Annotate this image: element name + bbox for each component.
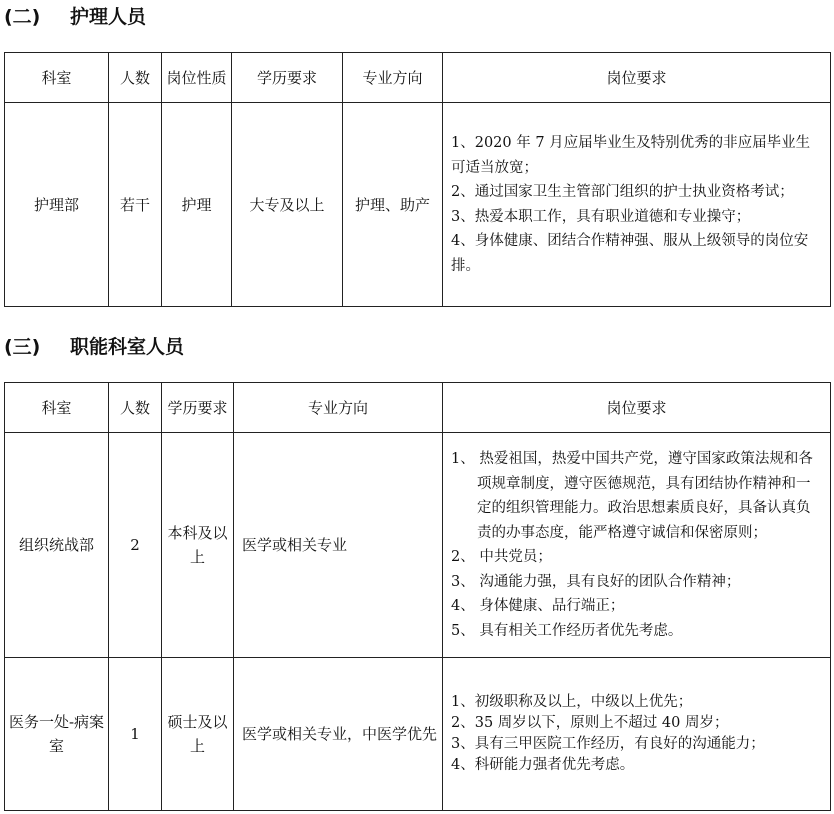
major-cell: 护理、助产 [343,103,443,307]
header-requirements: 岗位要求 [443,383,831,433]
section-3-number: (三) [4,336,41,358]
requirement-item: 4、科研能力强者优先考虑。 [451,757,635,773]
count-cell: 1 [109,658,162,811]
requirement-item: 4、 身体健康、品行端正； [451,598,625,614]
department-cell: 组织统战部 [5,433,109,658]
header-major: 专业方向 [234,383,443,433]
functional-staff-table [4,382,831,811]
requirement-item: 1、 热爱祖国，热爱中国共产党，遵守国家政策法规和各项规章制度，遵守医德规范，具有团结协作精神和一定的组织管理能力。政治思想素质良好，具备认真负责的办事态度，能严格遵守诚信和保密原则； [451,451,813,541]
requirement-item: 5、 具有相关工作经历者优先考虑。 [451,622,683,639]
header-count: 人数 [109,53,162,103]
requirements-cell [443,433,831,658]
header-requirements: 岗位要求 [443,53,831,103]
count-cell: 若干 [109,103,162,307]
table-row [5,433,831,658]
requirements-cell [443,658,831,811]
table-row [5,658,831,811]
header-department: 科室 [5,383,109,433]
major-cell: 医学或相关专业 [234,433,443,658]
count-cell: 2 [109,433,162,658]
table-header-row [5,53,831,103]
requirement-item: 2、通过国家卫生主管部门组织的护士执业资格考试； [451,184,794,200]
section-3-heading [4,332,184,359]
department-cell: 医务一处-病案室 [5,658,109,811]
table-header-row [5,383,831,433]
education-cell: 本科及以上 [162,433,234,658]
requirement-item: 3、 沟通能力强，具有良好的团队合作精神； [451,573,741,590]
requirement-item: 2、 中共党员； [451,549,552,565]
requirement-item: 4、身体健康、团结合作精神强、服从上级领导的岗位安排。 [451,233,809,274]
requirement-item: 3、热爱本职工作，具有职业道德和专业操守； [451,208,751,225]
requirement-item: 1、初级职称及以上，中级以上优先； [451,694,693,710]
major-cell: 医学或相关专业，中医学优先 [234,658,443,811]
requirements-cell [443,103,831,307]
education-cell: 大专及以上 [232,103,343,307]
header-nature: 岗位性质 [162,53,232,103]
header-department: 科室 [5,53,109,103]
header-education: 学历要求 [162,383,234,433]
department-cell: 护理部 [5,103,109,307]
education-cell: 硕士及以上 [162,658,234,811]
table-row [5,103,831,307]
header-education: 学历要求 [232,53,343,103]
header-count: 人数 [109,383,162,433]
nursing-staff-table [4,52,831,307]
header-major: 专业方向 [343,53,443,103]
nature-cell: 护理 [162,103,232,307]
requirement-item: 1、2020 年 7 月应届毕业生及特别优秀的非应届毕业生可适当放宽； [451,135,811,176]
requirement-item: 3、具有三甲医院工作经历，有良好的沟通能力； [451,736,765,752]
section-3-title: 职能科室人员 [70,336,185,358]
section-2-number: (二) [4,6,41,28]
section-2-heading [4,2,146,29]
requirement-item: 2、35 周岁以下，原则上不超过 40 周岁； [451,715,729,731]
section-2-title: 护理人员 [70,6,147,28]
